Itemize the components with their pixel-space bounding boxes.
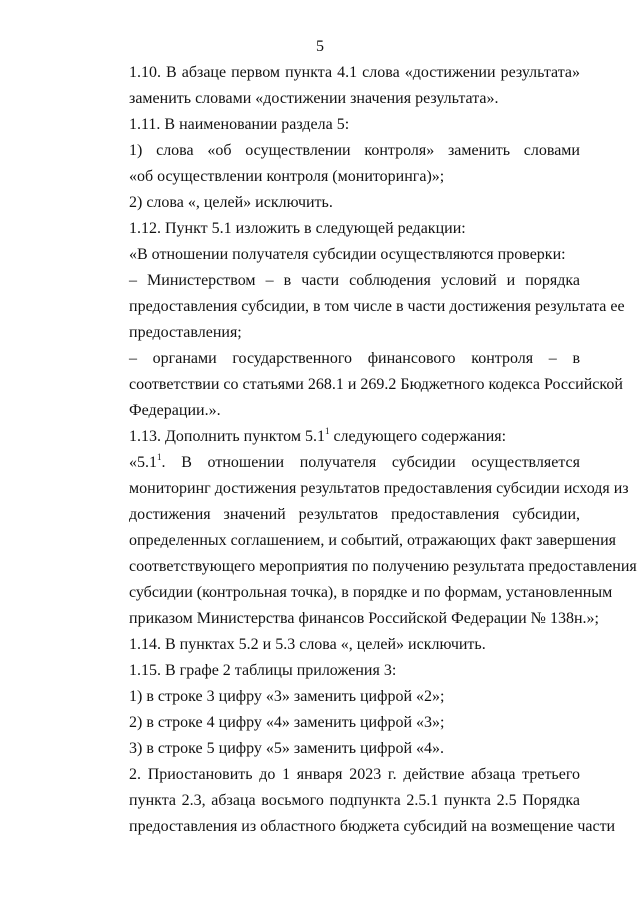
- paragraph-1-14: [94, 632, 580, 658]
- paragraph-1-11-item-1: [94, 138, 580, 190]
- paragraph-control-bodies: [94, 346, 623, 424]
- text-line: предоставления субсидии, в том числе в части достижения результата ее: [129, 298, 625, 315]
- text-line: 2. Приостановить до 1 января 2023 г. действие абзаца третьего: [129, 766, 580, 783]
- paragraph-2: [94, 762, 616, 840]
- paragraph-1-15-item-1: [94, 684, 580, 710]
- text-line: – органами государственного финансового контроля – в: [129, 350, 580, 367]
- text-line: предоставления;: [129, 324, 242, 341]
- text-line: предоставления из областного бюджета субсидий на возмещение части: [129, 818, 616, 835]
- text-line: приказом Министерства финансов Российской Федерации № 138н.»;: [129, 610, 599, 627]
- paragraph-checks-intro: [94, 242, 580, 268]
- text-line: субсидии (контрольная точка), в порядке и по формам, установленным: [129, 584, 613, 601]
- text-line: Федерации.».: [129, 402, 221, 419]
- paragraph-1-12: [94, 216, 580, 242]
- paragraph-1-15-item-2: [94, 710, 580, 736]
- text-line: 2) в строке 4 цифру «4» заменить цифрой «3»;: [129, 714, 445, 731]
- paragraph-1-15-item-3: [94, 736, 580, 762]
- text-line: 1.10. В абзаце первом пункта 4.1 слова «достижении результата»: [129, 64, 580, 81]
- text-line: соответствии со статьями 268.1 и 269.2 Бюджетного кодекса Российской: [129, 376, 623, 393]
- paragraph-ministry-checks: [94, 268, 625, 346]
- text-fragment: 1.13. Дополнить пунктом 5.1: [129, 428, 325, 445]
- text-fragment: . В отношении получателя субсидии осуществляется: [161, 454, 580, 471]
- text-line: соответствующего мероприятия по получению результата предоставления: [129, 558, 637, 575]
- text-fragment: «5.1: [129, 454, 157, 471]
- document-body: [94, 60, 637, 840]
- text-line: 1.15. В графе 2 таблицы приложения 3:: [129, 662, 397, 679]
- paragraph-1-15: [94, 658, 580, 684]
- paragraph-1-11-item-2: [94, 190, 580, 216]
- superscript: 1: [157, 452, 162, 462]
- text-line: 1.14. В пунктах 5.2 и 5.3 слова «, целей» исключить.: [129, 636, 486, 653]
- text-line: [94, 424, 580, 450]
- paragraph-5-1-1: [94, 450, 637, 632]
- text-line: – Министерством – в части соблюдения условий и порядка: [129, 272, 580, 289]
- text-line: 1.11. В наименовании раздела 5:: [129, 116, 350, 133]
- text-line: пункта 2.3, абзаца восьмого подпункта 2.5.1 пункта 2.5 Порядка: [129, 792, 580, 809]
- text-line: «В отношении получателя субсидии осуществляются проверки:: [129, 246, 566, 263]
- text-line: заменить словами «достижении значения результата».: [129, 90, 499, 107]
- page-number: 5: [316, 38, 324, 55]
- text-line: «об осуществлении контроля (мониторинга)»;: [129, 168, 445, 185]
- paragraph-1-11: [94, 112, 580, 138]
- paragraph-1-10: [94, 60, 580, 112]
- text-line: определенных соглашением, и событий, отражающих факт завершения: [129, 532, 617, 549]
- superscript: 1: [324, 426, 330, 436]
- text-line: 3) в строке 5 цифру «5» заменить цифрой «4».: [129, 740, 445, 757]
- text-line: [94, 450, 580, 476]
- text-line: достижения значений результатов предоставления субсидии,: [129, 506, 580, 523]
- text-line: 1) в строке 3 цифру «3» заменить цифрой «2»;: [129, 688, 445, 705]
- text-fragment: следующего содержания:: [329, 428, 507, 445]
- text-line: мониторинг достижения результатов предоставления субсидии исходя из: [129, 480, 629, 497]
- text-line: 2) слова «, целей» исключить.: [129, 194, 333, 211]
- text-line: 1) слова «об осуществлении контроля» заменить словами: [129, 142, 580, 159]
- paragraph-1-13: [94, 424, 580, 450]
- text-line: 1.12. Пункт 5.1 изложить в следующей редакции:: [129, 220, 466, 237]
